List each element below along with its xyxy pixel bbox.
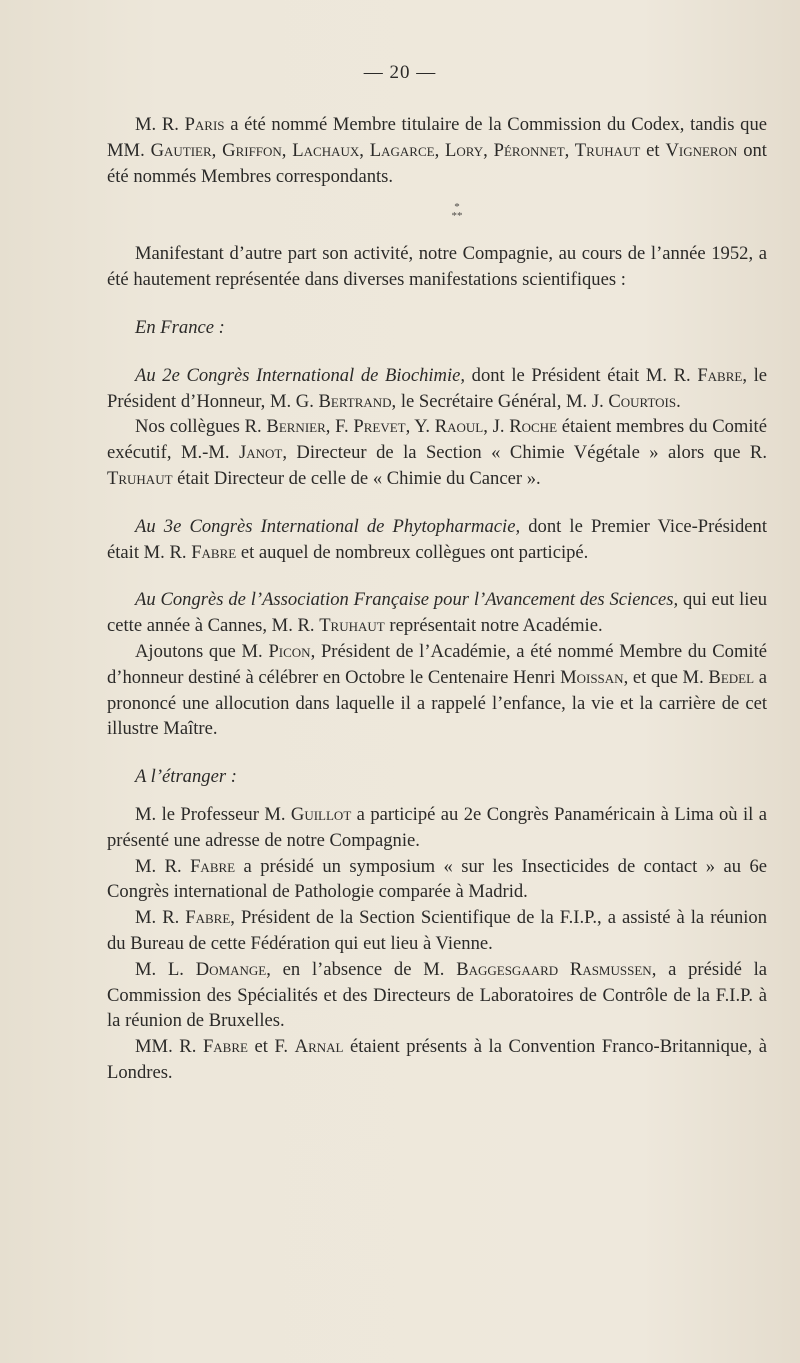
text-run: M. le Professeur M.: [135, 803, 291, 825]
page-number: — 20 —: [363, 62, 437, 83]
person-names: Gautier, Griffon, Lachaux, Lagarce, Lory, Péronnet, Truhaut: [150, 139, 641, 161]
paragraph-biochimie: [107, 363, 767, 415]
text-run: , Président de l’Académie, a été nommé Membre du Comité d’honneur destiné à célébrer en Octobre le Centenaire Henri: [107, 640, 768, 688]
paragraph-vienne: [107, 905, 767, 957]
section-separator: [107, 203, 767, 221]
congress-title: Au Congrès de l’Association Française pour l’Avancement des Sciences,: [135, 589, 679, 611]
person-name: Domange: [195, 958, 267, 980]
person-name: Fabre: [185, 907, 231, 929]
person-name: Bernier: [266, 416, 326, 438]
person-name: Fabre: [202, 1036, 248, 1058]
text-run: étaient membres du Comité exécutif, M.-M.: [107, 416, 767, 464]
text-run: a été nommé Membre titulaire de la Commission du Codex, tandis que MM.: [107, 114, 767, 161]
text-run: , Y.: [405, 416, 435, 438]
text-run: , le Président d’Honneur, M. G.: [107, 364, 768, 412]
text-run: M. L.: [135, 958, 196, 980]
person-name: Courtois: [608, 390, 677, 412]
person-name: Guillot: [290, 803, 352, 825]
text-run: Nos collègues R.: [135, 416, 267, 438]
person-name: Prevet: [353, 416, 406, 438]
person-name: Janot: [238, 442, 283, 464]
text-run: qui eut lieu cette année à Cannes, M. R.: [107, 589, 767, 637]
text-run: et F.: [247, 1036, 295, 1058]
person-name: Baggesgaard Rasmussen: [456, 958, 652, 980]
separator-star-top: *: [454, 201, 460, 214]
paragraph-madrid: [107, 854, 767, 906]
person-name: Paris: [184, 114, 225, 135]
congress-title: Au 2e Congrès International de Biochimie,: [135, 364, 466, 386]
paragraph-londres: [107, 1034, 767, 1086]
body-text: [107, 112, 767, 1086]
person-name: Moissan: [560, 666, 624, 688]
person-name: Truhaut: [107, 467, 173, 489]
text-run: , Directeur de la Section « Chimie Végétale » alors que R.: [282, 442, 767, 464]
text-run: , Président de la Section Scientifique de la F.I.P., a assisté à la réunion du Bureau de cette Fédération qui eut lieu à Vienne.: [107, 907, 767, 954]
paragraph-intro: Manifestant d’autre part son activité, notre Compagnie, au cours de l’année 1952, a été hautement représentée dans diverses manifestations scientifiques :: [107, 243, 767, 291]
text-run: , le Secrétaire Général, M. J.: [391, 390, 609, 412]
heading-abroad: A l’étranger :: [135, 766, 237, 788]
person-name: Bedel: [708, 666, 755, 688]
person-name: Picon: [268, 640, 311, 662]
person-name: Bertrand: [318, 390, 392, 412]
text-run: ont été nommés Membres correspondants.: [107, 139, 767, 187]
text-run: et auquel de nombreux collègues ont participé.: [236, 541, 589, 563]
text-run: M. R.: [135, 114, 185, 135]
text-run: , en l’absence de M.: [266, 958, 457, 980]
paragraph-colleagues: [107, 414, 767, 491]
paragraph-commission: [107, 112, 767, 189]
text-run: M. R.: [135, 907, 186, 929]
paragraph-moissan: [107, 639, 767, 742]
person-name: Vigneron: [665, 139, 738, 161]
person-name: Fabre: [697, 364, 743, 386]
text-run: dont le Premier Vice-Président était M. R.: [107, 515, 767, 563]
text-run: et: [640, 139, 666, 161]
person-name: Roche: [509, 416, 558, 438]
text-run: a participé au 2e Congrès Panaméricain à Lima où il a présenté une adresse de notre Compagnie.: [107, 803, 767, 851]
text-run: était Directeur de celle de « Chimie du Cancer ».: [172, 467, 541, 489]
text-run: dont le Président était M. R.: [465, 364, 698, 386]
heading-france: En France :: [135, 316, 225, 338]
text-run: , et que M.: [623, 666, 709, 688]
person-name: Arnal: [294, 1036, 344, 1058]
text-run: , a présidé la Commission des Spécialités et des Directeurs de Laboratoires de Contrôle de la F.I.P. à la réunion de Bruxelles.: [107, 958, 768, 1032]
text-run: , F.: [325, 416, 354, 438]
text-run: M. R.: [135, 855, 191, 877]
text-run: MM. R.: [135, 1036, 203, 1058]
text-run: a présidé un symposium « sur les Insecticides de contact » au 6e Congrès international de Pathologie comparée à Madrid.: [107, 855, 768, 903]
person-name: Raoul: [434, 416, 484, 438]
separator-star-bottom: **: [451, 210, 463, 223]
person-name: Truhaut: [319, 615, 385, 637]
text-run: étaient présents à la Convention Franco-Britannique, à Londres.: [107, 1036, 767, 1083]
paragraph-bruxelles: [107, 957, 767, 1034]
text-run: .: [676, 390, 681, 412]
person-name: Fabre: [191, 541, 237, 563]
person-name: Fabre: [190, 855, 236, 877]
text-run: Ajoutons que M.: [135, 640, 269, 662]
congress-title: Au 3e Congrès International de Phytopharmacie,: [135, 515, 521, 537]
text-run: représentait notre Académie.: [384, 615, 603, 637]
paragraph-afas: [107, 587, 767, 639]
text-run: a prononcé une allocution dans laquelle il a rappelé l’enfance, la vie et la carrière de cet illustre Maître.: [107, 666, 767, 740]
text-run: , J.: [483, 416, 510, 438]
paragraph-phytopharmacie: [107, 514, 767, 566]
paragraph-lima: [107, 802, 767, 854]
